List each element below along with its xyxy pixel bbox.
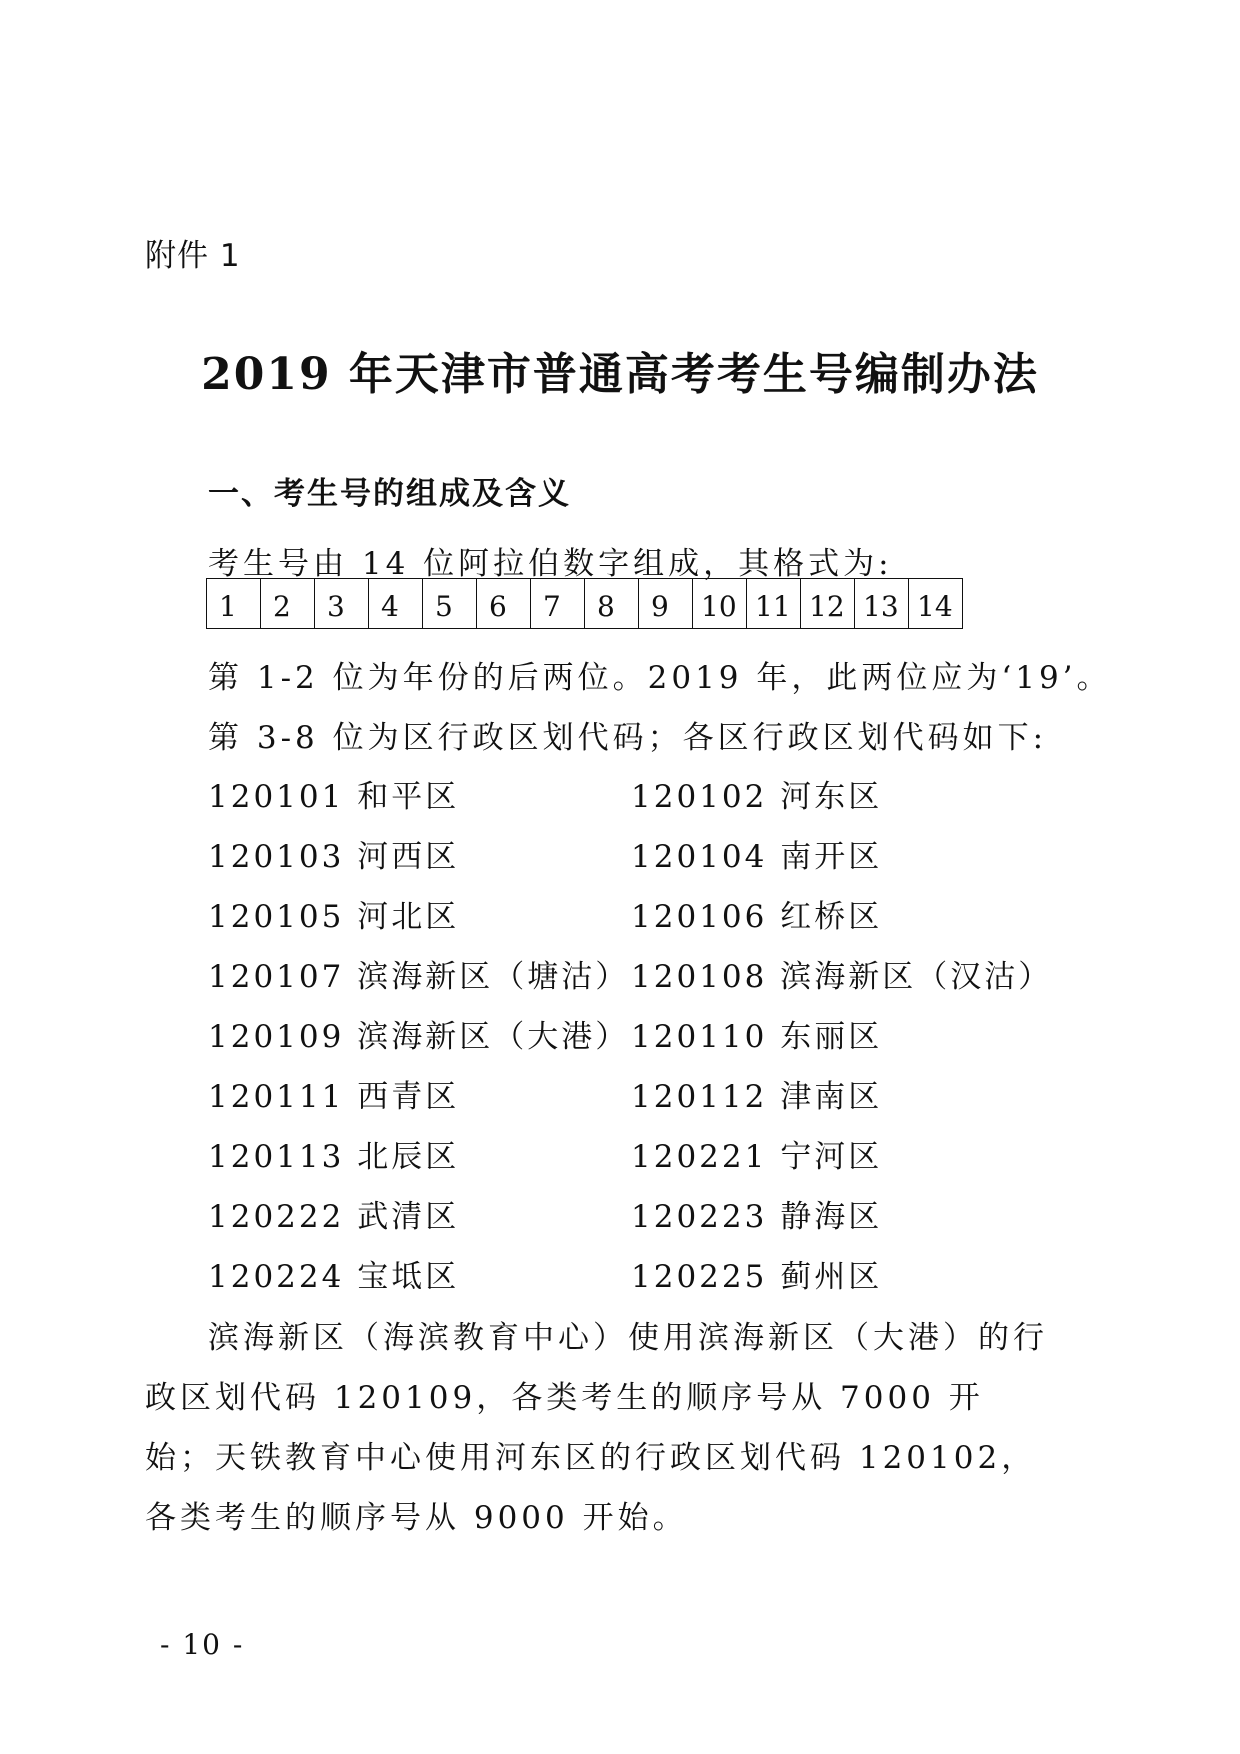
digit-position-table	[206, 578, 963, 629]
note-paragraph: 滨海新区（海滨教育中心）使用滨海新区（大港）的行政区划代码 120109，各类考生的顺序号从 7000 开始；天铁教育中心使用河东区的行政区划代码 120102，各类考生的顺序号从 9000 开始。	[145, 1320, 1048, 1536]
district-code: 120109 滨海新区（大港）	[208, 1019, 630, 1055]
district-code: 120106 红桥区	[631, 899, 883, 935]
document-title: 2019 年天津市普通高考考生号编制办法	[201, 349, 1039, 400]
digit-cell: 1	[207, 579, 261, 629]
digit-cell: 11	[747, 579, 801, 629]
district-code: 120225 蓟州区	[631, 1259, 883, 1295]
district-code: 120113 北辰区	[208, 1139, 460, 1175]
district-code: 120104 南开区	[631, 839, 883, 875]
digit-cell: 10	[693, 579, 747, 629]
section-heading: 一、考生号的组成及含义	[208, 476, 571, 512]
district-code: 120224 宝坻区	[208, 1259, 460, 1295]
digit-cell: 12	[801, 579, 855, 629]
district-code: 120223 静海区	[631, 1199, 883, 1235]
digit-cell: 8	[585, 579, 639, 629]
district-code: 120102 河东区	[631, 779, 883, 815]
digit-cell: 14	[909, 579, 963, 629]
digit-cell: 5	[423, 579, 477, 629]
digit-cell: 2	[261, 579, 315, 629]
district-code: 120221 宁河区	[631, 1139, 883, 1175]
digit-cell: 6	[477, 579, 531, 629]
district-code: 120105 河北区	[208, 899, 460, 935]
rule-year: 第 1-2 位为年份的后两位。2019 年，此两位应为‘19’。	[208, 660, 1112, 696]
format-intro: 考生号由 14 位阿拉伯数字组成，其格式为:	[208, 546, 893, 582]
district-code: 120110 东丽区	[631, 1019, 883, 1055]
district-code: 120103 河西区	[208, 839, 460, 875]
digit-cell: 7	[531, 579, 585, 629]
rule-district: 第 3-8 位为区行政区划代码；各区行政区划代码如下:	[208, 720, 1048, 756]
district-code: 120111 西青区	[208, 1079, 460, 1115]
attachment-label: 附件 1	[145, 238, 241, 274]
digit-cell: 4	[369, 579, 423, 629]
district-code: 120108 滨海新区（汉沽）	[631, 959, 1053, 995]
district-code: 120101 和平区	[208, 779, 460, 815]
digit-cell: 13	[855, 579, 909, 629]
page-number: - 10 -	[160, 1628, 245, 1661]
district-code: 120107 滨海新区（塘沽）	[208, 959, 630, 995]
digit-cell: 9	[639, 579, 693, 629]
digit-cell: 3	[315, 579, 369, 629]
district-code: 120112 津南区	[631, 1079, 883, 1115]
district-code: 120222 武清区	[208, 1199, 460, 1235]
